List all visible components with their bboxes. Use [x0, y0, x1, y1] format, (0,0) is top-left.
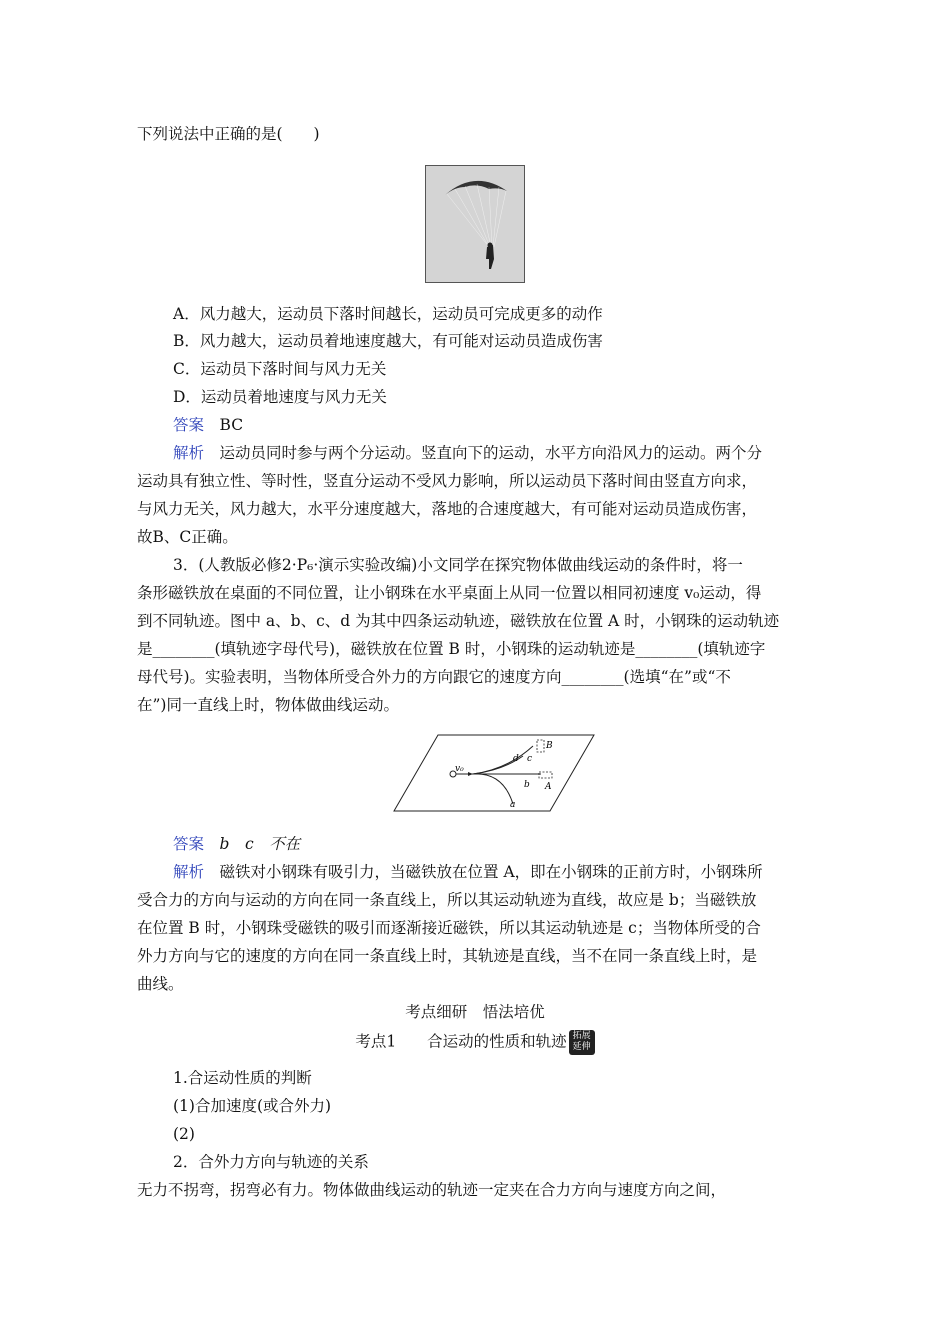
badge-line-2: 延伸 — [572, 1042, 591, 1052]
analysis-text: 故B、C正确。 — [137, 528, 238, 546]
question-text: 在”)同一直线上时，物体做曲线运动。 — [137, 696, 399, 714]
analysis-text: 曲线。 — [137, 975, 184, 993]
question-text: 母代号)。实验表明，当物体所受合外力的方向跟它的速度方向________(选填“在”或“不 — [137, 668, 731, 686]
label-A: A — [545, 782, 552, 792]
body-line: (1)合加速度(或合外力) — [173, 1097, 332, 1115]
body-line: 2．合外力方向与轨迹的关系 — [173, 1153, 369, 1171]
label-d: d — [513, 754, 519, 764]
analysis-label: 解析 — [173, 863, 205, 881]
option-d: D．运动员着地速度与风力无关 — [173, 388, 387, 406]
topic-title: 考点1 合运动的性质和轨迹 — [355, 1032, 567, 1051]
question-text: 到不同轨迹。图中 a、b、c、d 为其中四条运动轨迹，磁铁放在位置 A 时，小钢珠的运动轨迹 — [137, 612, 780, 630]
section-title: 考点细研 悟法培优 — [405, 1003, 545, 1021]
analysis-text: 运动具有独立性、等时性，竖直分运动不受风力影响，所以运动员下落时间由竖直方向求， — [137, 472, 758, 490]
label-b: b — [524, 780, 530, 790]
analysis-text: 在位置 B 时，小钢珠受磁铁的吸引而逐渐接近磁铁，所以其运动轨迹是 c；当物体所受的合 — [137, 919, 761, 937]
badge-line-1: 拓展 — [572, 1031, 591, 1041]
analysis-text: 外力方向与它的速度的方向在同一条直线上时，其轨迹是直线，当不在同一条直线上时，是 — [137, 947, 758, 965]
answer-line — [173, 415, 243, 435]
answer-line — [173, 834, 300, 854]
label-B: B — [546, 741, 553, 751]
body-line: 1.合运动性质的判断 — [173, 1069, 312, 1087]
analysis-text: 受合力的方向与运动的方向在同一条直线上，所以其运动轨迹为直线，故应是 b；当磁铁放 — [137, 891, 757, 909]
extension-badge — [569, 1030, 595, 1055]
option-b: B．风力越大，运动员着地速度越大，有可能对运动员造成伤害 — [173, 332, 603, 350]
label-c: c — [527, 754, 533, 764]
question-text: 3．(人教版必修2·P₆·演示实验改编)小文同学在探究物体做曲线运动的条件时，将一 — [173, 556, 743, 574]
question-intro: 下列说法中正确的是( ) — [137, 125, 320, 143]
body-line: 无力不拐弯，拐弯必有力。物体做曲线运动的轨迹一定夹在合力方向与速度方向之间， — [137, 1181, 727, 1199]
label-v0: v₀ — [455, 764, 464, 774]
body-line: (2) — [173, 1125, 195, 1143]
option-c: C．运动员下落时间与风力无关 — [173, 360, 387, 378]
analysis-text: 磁铁对小钢珠有吸引力，当磁铁放在位置 A，即在小钢珠的正前方时，小钢珠所 — [219, 863, 763, 881]
analysis-text: 运动员同时参与两个分运动。竖直向下的运动，水平方向沿风力的运动。两个分 — [219, 444, 763, 462]
topic-title-row — [0, 1030, 950, 1055]
question-text: 条形磁铁放在桌面的不同位置，让小钢珠在水平桌面上从同一位置以相同初速度 v₀运动，得 — [137, 584, 762, 602]
answer-value: b c 不在 — [219, 835, 301, 853]
answer-value: BC — [219, 416, 244, 434]
analysis-line — [173, 443, 762, 463]
answer-label: 答案 — [173, 416, 205, 434]
answer-label: 答案 — [173, 835, 205, 853]
analysis-line — [173, 862, 763, 882]
option-a: A．风力越大，运动员下落时间越长，运动员可完成更多的动作 — [173, 305, 603, 323]
label-a: a — [510, 800, 516, 810]
analysis-label: 解析 — [173, 444, 205, 462]
parachute-photo — [425, 165, 525, 283]
question-text: 是________(填轨迹字母代号)，磁铁放在位置 B 时，小钢珠的运动轨迹是________(填轨迹字 — [137, 640, 766, 658]
trajectory-diagram — [393, 734, 595, 812]
analysis-text: 与风力无关，风力越大，水平分速度越大，落地的合速度越大，有可能对运动员造成伤害， — [137, 500, 758, 518]
